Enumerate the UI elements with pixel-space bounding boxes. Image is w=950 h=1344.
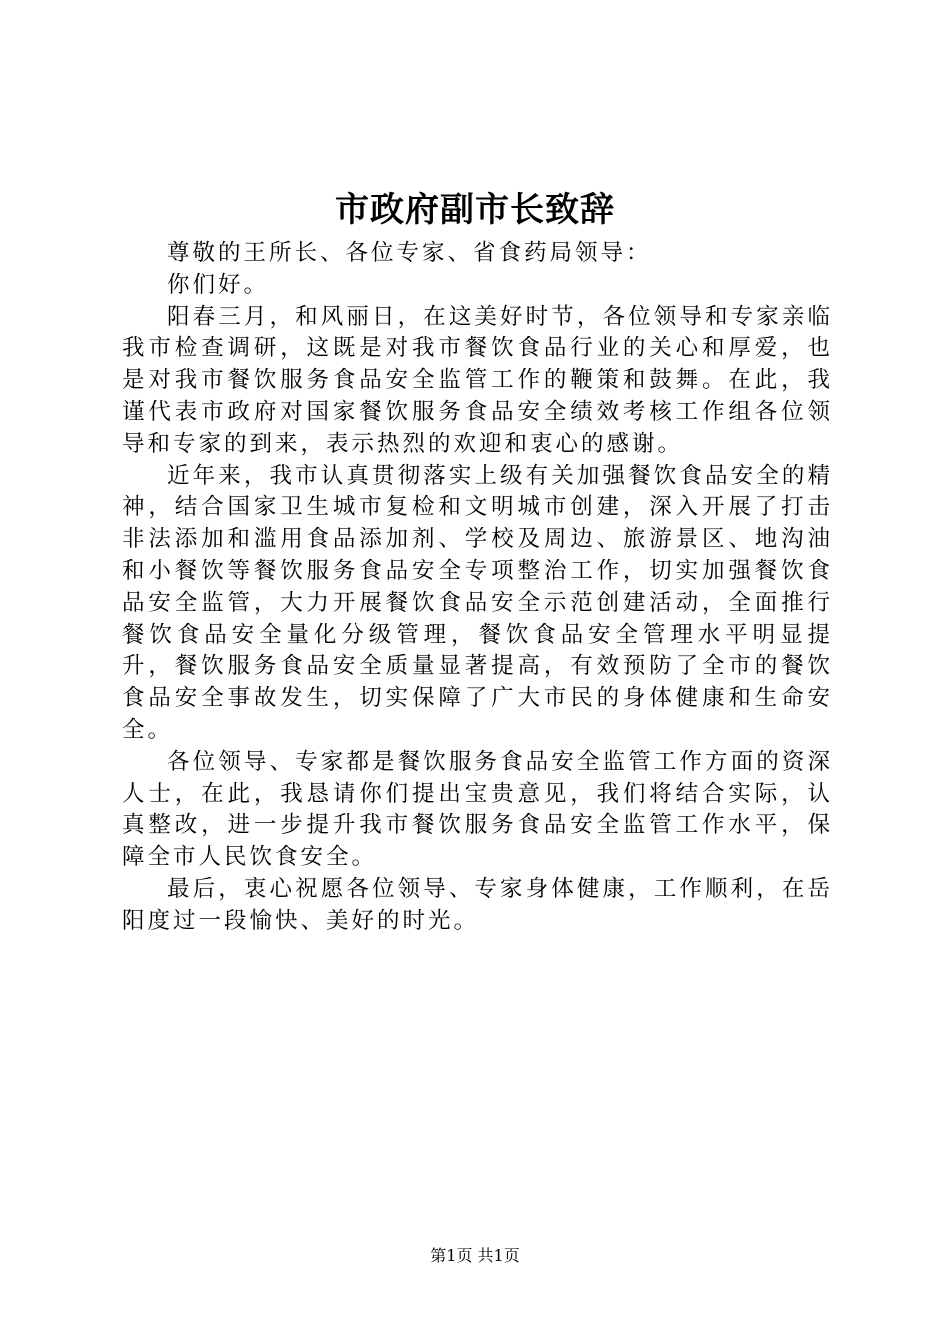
document-body <box>122 238 833 938</box>
closing-paragraph: 最后，衷心祝愿各位领导、专家身体健康，工作顺利，在岳阳度过一段愉快、美好的时光。 <box>122 875 833 934</box>
greeting-paragraph: 你们好。 <box>167 271 270 298</box>
document-title: 市政府副市长致辞 <box>335 190 615 230</box>
achievements-paragraph: 近年来，我市认真贯彻落实上级有关加强餐饮食品安全的精神，结合国家卫生城市复检和文明城市创建，深入开展了打击非法添加和滥用食品添加剂、学校及周边、旅游景区、地沟油和小餐饮等餐饮服务食品安全专项整治工作，切实加强餐饮食品安全监管，大力开展餐饮食品安全示范创建活动，全面推行餐饮食品安全量化分级管理，餐饮食品安全管理水平明显提升，餐饮服务食品安全质量显著提高，有效预防了全市的餐饮食品安全事故发生，切实保障了广大市民的身体健康和生命安全。 <box>122 462 833 743</box>
page-number-footer: 第1页 共1页 <box>430 1246 520 1265</box>
request-paragraph: 各位领导、专家都是餐饮服务食品安全监管工作方面的资深人士，在此，我恳请你们提出宝贵意见，我们将结合实际，认真整改，进一步提升我市餐饮服务食品安全监管工作水平，保障全市人民饮食安全。 <box>122 748 833 871</box>
welcome-paragraph: 阳春三月，和风丽日，在这美好时节，各位领导和专家亲临我市检查调研，这既是对我市餐饮食品行业的关心和厚爱，也是对我市餐饮服务食品安全监管工作的鞭策和鼓舞。在此，我谨代表市政府对国家餐饮服务食品安全绩效考核工作组各位领导和专家的到来，表示热烈的欢迎和衷心的感谢。 <box>122 303 833 457</box>
salutation-paragraph: 尊敬的王所长、各位专家、省食药局领导： <box>167 240 652 266</box>
